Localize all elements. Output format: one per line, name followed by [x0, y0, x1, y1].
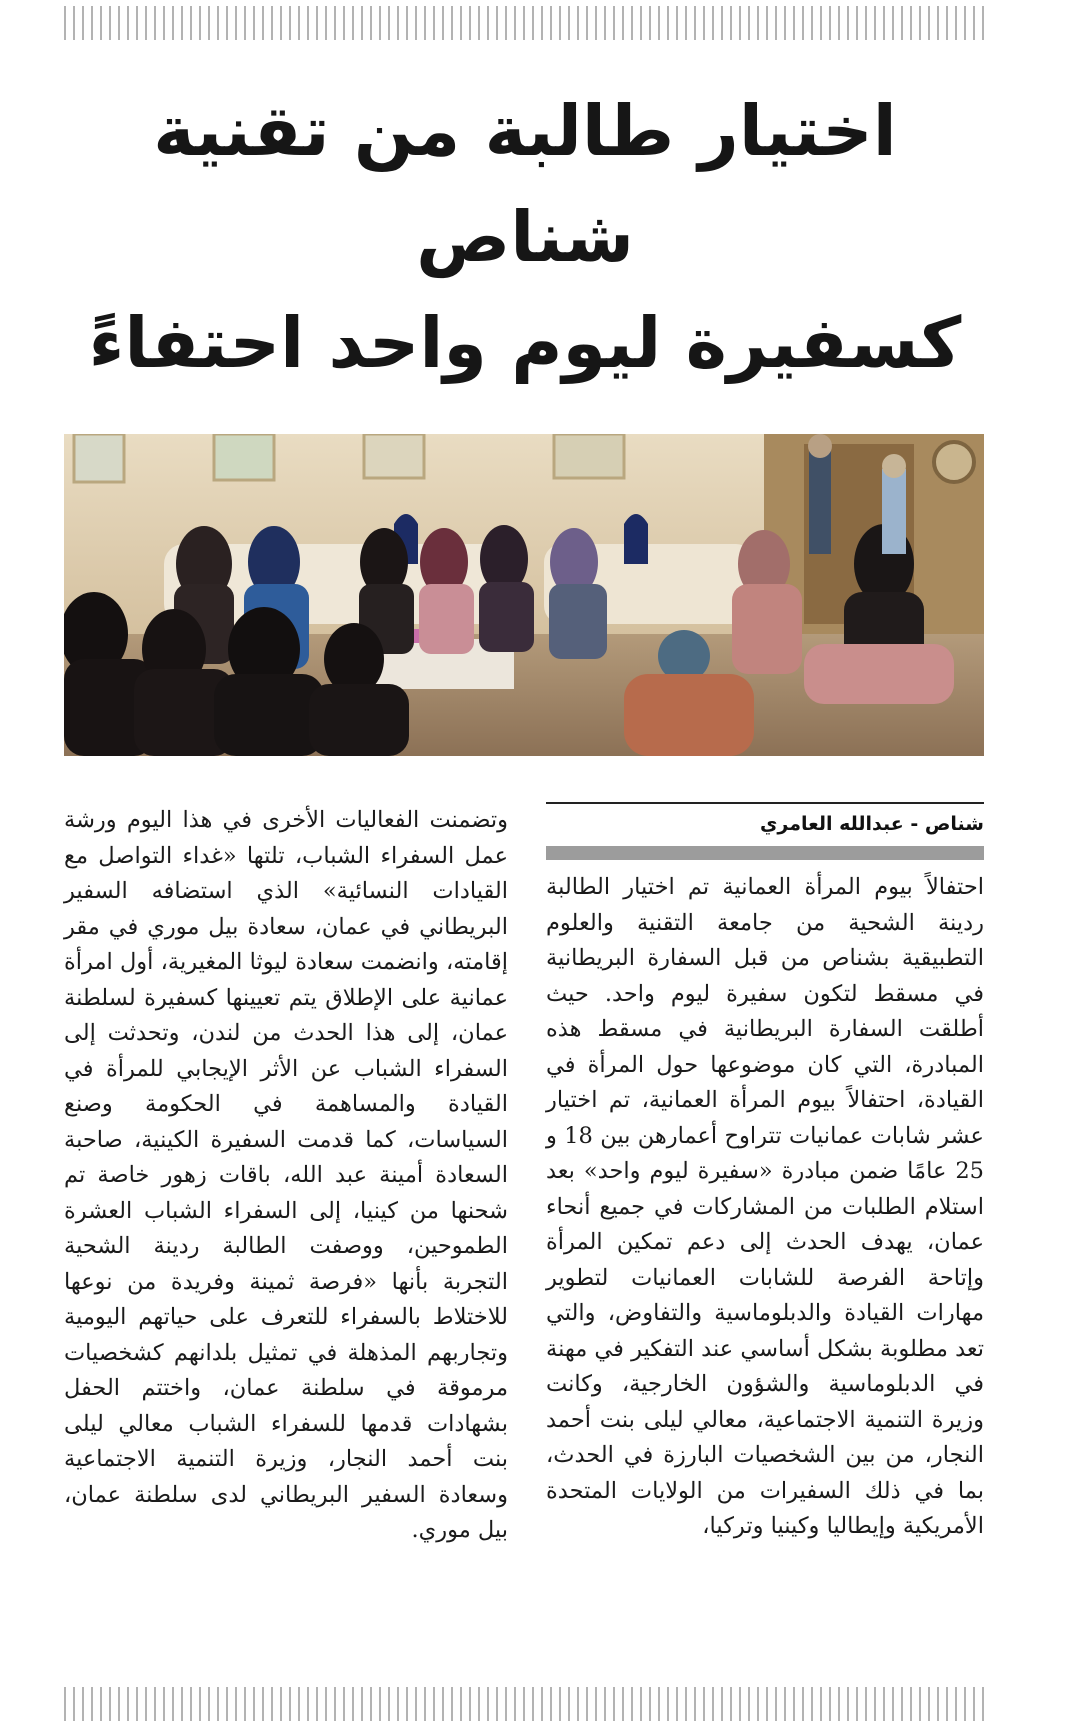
- byline-gray-bar: [546, 846, 984, 860]
- article-byline: شناص - عبدالله العامري: [759, 813, 984, 835]
- bottom-decorative-rule: [64, 1687, 984, 1721]
- photo-illustration: [64, 434, 984, 756]
- article-body-column-right: احتفالاً بيوم المرأة العمانية تم اختيار الطالبة ردينة الشحية من جامعة التقنية والعلوم التطبيقية بشناص من قبل السفارة البريطانية في مسقط لتكون سفيرة ليوم واحد. حيث أطلقت السفارة البريطانية في مسقط هذه المبادرة، التي كان موضوعها حول المرأة في القيادة، احتفالاً بيوم المرأة العمانية، تم اختيار عشر شابات عمانيات تتراوح أعمارهن بين 18 و 25 عامًا ضمن مبادرة «سفيرة ليوم واحد» بعد استلام الطلبات من المشاركات في جميع أنحاء عمان، يهدف الحدث إلى دعم تمكين المرأة وإتاحة الفرصة للشابات العمانيات لتطوير مهارات القيادة والدبلوماسية والتفاوض، والتي تعد مطلوبة بشكل أساسي عند التفكير في مهنة في الدبلوماسية والشؤون الخارجية، وكانت وزيرة التنمية الاجتماعية، معالي ليلى بنت أحمد النجار، من بين الشخصيات البارزة في الحدث، بما في ذلك السفيرات من الولايات المتحدة الأمريكية وإيطاليا وكينيا وتركيا،: [546, 874, 984, 1539]
- headline-line-2: كسفيرة ليوم واحد احتفاءً: [88, 302, 962, 384]
- headline-line-1: اختيار طالبة من تقنية شناص: [153, 90, 897, 278]
- article-body-column-left: وتضمنت الفعاليات الأخرى في هذا اليوم ورشة عمل السفراء الشباب، تلتها «غداء التواصل مع القيادات النسائية» الذي استضافه السفير البريطاني في عمان، سعادة بيل موري في مقر إقامته، وانضمت سعادة ليوثا المغيرية، أول امرأة عمانية على الإطلاق يتم تعيينها كسفيرة لسلطنة عمان، إلى هذا الحدث من لندن، وتحدثت إلى السفراء الشباب عن الأثر الإيجابي للمرأة في القيادة والمساهمة في الحكومة وصنع السياسات، كما قدمت السفيرة الكينية، صاحبة السعادة أمينة عبد الله، باقات زهور خاصة تم شحنها من كينيا، إلى السفراء الشباب العشرة الطموحين، ووصفت الطالبة ردينة الشحية التجربة بأنها «فرصة ثمينة وفريدة من نوعها للاختلاط بالسفراء للتعرف على حياتهم اليومية وتجاربهم المذهلة في تمثيل بلدانهم كشخصيات مرموقة في سلطنة عمان، واختتم الحفل بشهادات قدمها للسفراء الشباب معالي ليلى بنت أحمد النجار، وزيرة التنمية الاجتماعية وسعادة السفير البريطاني لدى سلطنة عمان، بيل موري.: [64, 807, 508, 1543]
- article-photo: [64, 434, 984, 756]
- byline-top-rule: [546, 802, 984, 804]
- top-decorative-rule: [64, 6, 984, 40]
